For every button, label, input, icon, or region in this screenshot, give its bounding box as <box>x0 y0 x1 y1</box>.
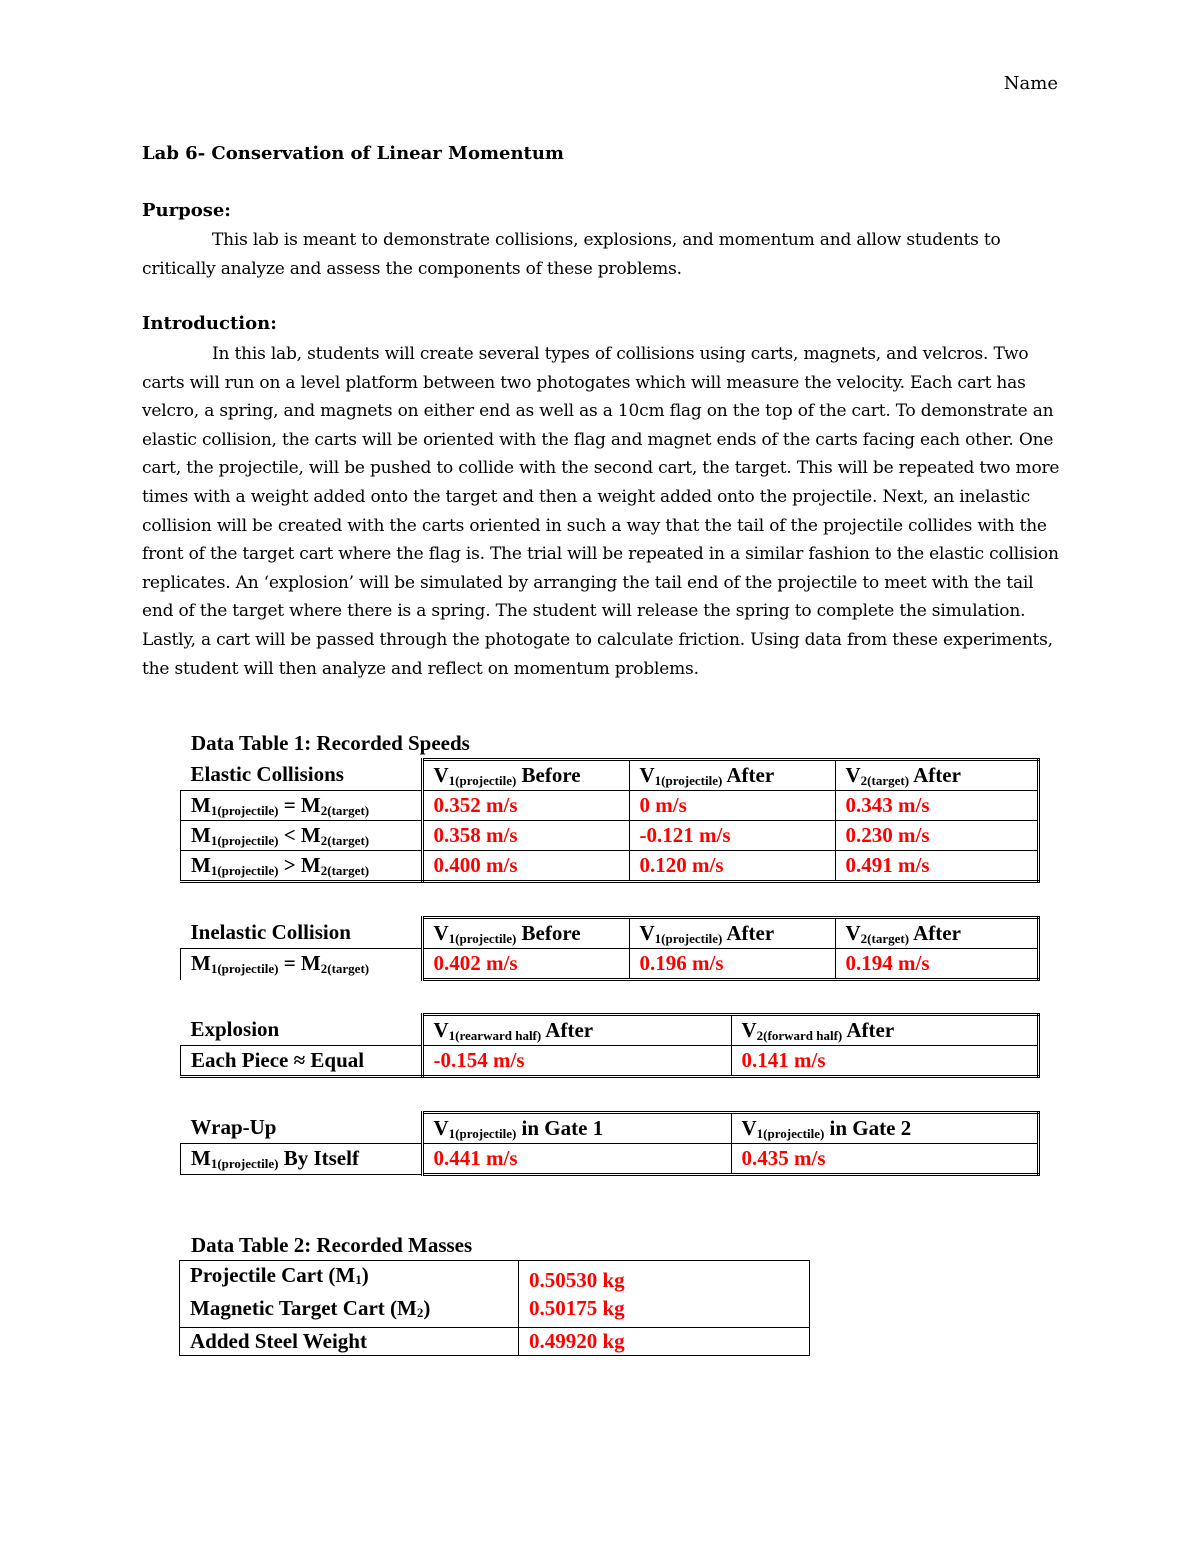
purpose-paragraph: This lab is meant to demonstrate collisions, explosions, and momentum and allow students to critically analyze and assess the components of these problems. <box>142 230 1001 279</box>
inelastic-col2-header: $V_{1(projectile)}$ After <box>629 918 835 949</box>
explosion-row-label: Each Piece ≈ Equal <box>181 1046 423 1077</box>
elastic-col2-header: $V_{1(projectile)}$ After <box>629 760 835 791</box>
mass-row1-labels <box>180 1261 519 1328</box>
inelastic-col3-header: $V_{2(target)}$ After <box>835 918 1039 949</box>
name-label: Name <box>1003 73 1058 94</box>
elastic-label: Elastic Collisions <box>181 760 423 791</box>
elastic-row2-v3: 0.230 m/s <box>835 821 1039 851</box>
masses-table <box>179 1260 810 1356</box>
table-row <box>180 1261 810 1328</box>
projectile-cart-mass: 0.50530 kg <box>529 1268 625 1292</box>
inelastic-row-v2: 0.196 m/s <box>629 949 835 980</box>
introduction-heading: Introduction: <box>142 313 277 334</box>
elastic-col1-header: $V_{1(projectile)}$ Before <box>422 760 629 791</box>
elastic-row2-v2: -0.121 m/s <box>629 821 835 851</box>
table2-caption: Data Table 2: Recorded Masses <box>191 1233 473 1257</box>
target-cart-mass: 0.50175 kg <box>529 1296 625 1320</box>
elastic-row1-v2: 0 m/s <box>629 791 835 821</box>
elastic-row2-v1: 0.358 m/s <box>422 821 629 851</box>
introduction-paragraph: In this lab, students will create several types of collisions using carts, magnets, and velcros. Two carts will run on a level platform between two photogates which will measure the velocity. Each cart has velcro, a spring, and magnets on either end as well as a 10cm flag on the top of the cart. To demonstrate an elastic collision, the carts will be oriented with the flag and magnet ends of the carts facing each other. One cart, the projectile, will be pushed to collide with the second cart, the target. This will be repeated two more times with a weight added onto the target and then a weight added onto the projectile. Next, an inelastic collision will be created with the carts oriented in such a way that the tail of the projectile collides with the front of the target cart where the flag is. The trial will be repeated in a similar fashion to the elastic collision replicates. An ‘explosion’ will be simulated by arranging the tail end of the projectile to meet with the tail end of the target where there is a spring. The student will release the spring to complete the simulation. Lastly, a cart will be passed through the photogate to calculate friction. Using data from these experiments, the student will then analyze and reflect on momentum problems. <box>142 344 1060 679</box>
wrapup-col2-header: $V_{1(projectile)}$ in Gate 2 <box>731 1113 1039 1144</box>
inelastic-row-v3: 0.194 m/s <box>835 949 1039 980</box>
elastic-collisions-table <box>180 758 1040 883</box>
inelastic-collision-table <box>180 916 1040 981</box>
table1-caption: Data Table 1: Recorded Speeds <box>191 731 470 755</box>
table-row <box>181 1144 1039 1175</box>
table-row <box>180 1328 810 1356</box>
explosion-label: Explosion <box>181 1015 423 1046</box>
wrapup-label: Wrap-Up <box>181 1113 423 1144</box>
elastic-row1-label: $M_{1(projectile)} = M_{2(target)}$ <box>181 791 423 821</box>
steel-weight-label: Added Steel Weight <box>180 1328 519 1356</box>
target-cart-label: Magnetic Target Cart $(M_2)$ <box>190 1296 431 1320</box>
table-row <box>181 821 1039 851</box>
inelastic-label: Inelastic Collision <box>181 918 423 949</box>
explosion-col1-header: $V_{1(rearward half)}$ After <box>422 1015 731 1046</box>
purpose-heading: Purpose: <box>142 200 231 221</box>
wrapup-col1-header: $V_{1(projectile)}$ in Gate 1 <box>422 1113 731 1144</box>
explosion-row-v1: -0.154 m/s <box>422 1046 731 1077</box>
elastic-row2-label: $M_{1(projectile)} < M_{2(target)}$ <box>181 821 423 851</box>
elastic-col3-header: $V_{2(target)}$ After <box>835 760 1039 791</box>
wrapup-table <box>180 1111 1040 1176</box>
elastic-row3-v3: 0.491 m/s <box>835 851 1039 882</box>
elastic-row3-v1: 0.400 m/s <box>422 851 629 882</box>
explosion-row-v2: 0.141 m/s <box>731 1046 1039 1077</box>
elastic-row1-v1: 0.352 m/s <box>422 791 629 821</box>
mass-row1-values <box>519 1261 810 1328</box>
table-row <box>181 949 1039 980</box>
explosion-table <box>180 1013 1040 1078</box>
table-row <box>181 851 1039 882</box>
wrapup-row-label: $M_{1(projectile)}$ By Itself <box>181 1144 423 1175</box>
wrapup-row-v1: 0.441 m/s <box>422 1144 731 1175</box>
steel-weight-mass: 0.49920 kg <box>519 1328 810 1356</box>
elastic-row1-v3: 0.343 m/s <box>835 791 1039 821</box>
wrapup-row-v2: 0.435 m/s <box>731 1144 1039 1175</box>
document-title: Lab 6- Conservation of Linear Momentum <box>142 143 564 164</box>
projectile-cart-label: Projectile Cart $(M_1)$ <box>190 1263 369 1287</box>
inelastic-col1-header: $V_{1(projectile)}$ Before <box>422 918 629 949</box>
elastic-row3-label: $M_{1(projectile)} > M_{2(target)}$ <box>181 851 423 882</box>
elastic-row3-v2: 0.120 m/s <box>629 851 835 882</box>
explosion-col2-header: $V_{2(forward half)}$ After <box>731 1015 1039 1046</box>
inelastic-row-v1: 0.402 m/s <box>422 949 629 980</box>
table-row <box>181 791 1039 821</box>
table-row <box>181 1046 1039 1077</box>
inelastic-row-label: $M_{1(projectile)} = M_{2(target)}$ <box>181 949 423 980</box>
